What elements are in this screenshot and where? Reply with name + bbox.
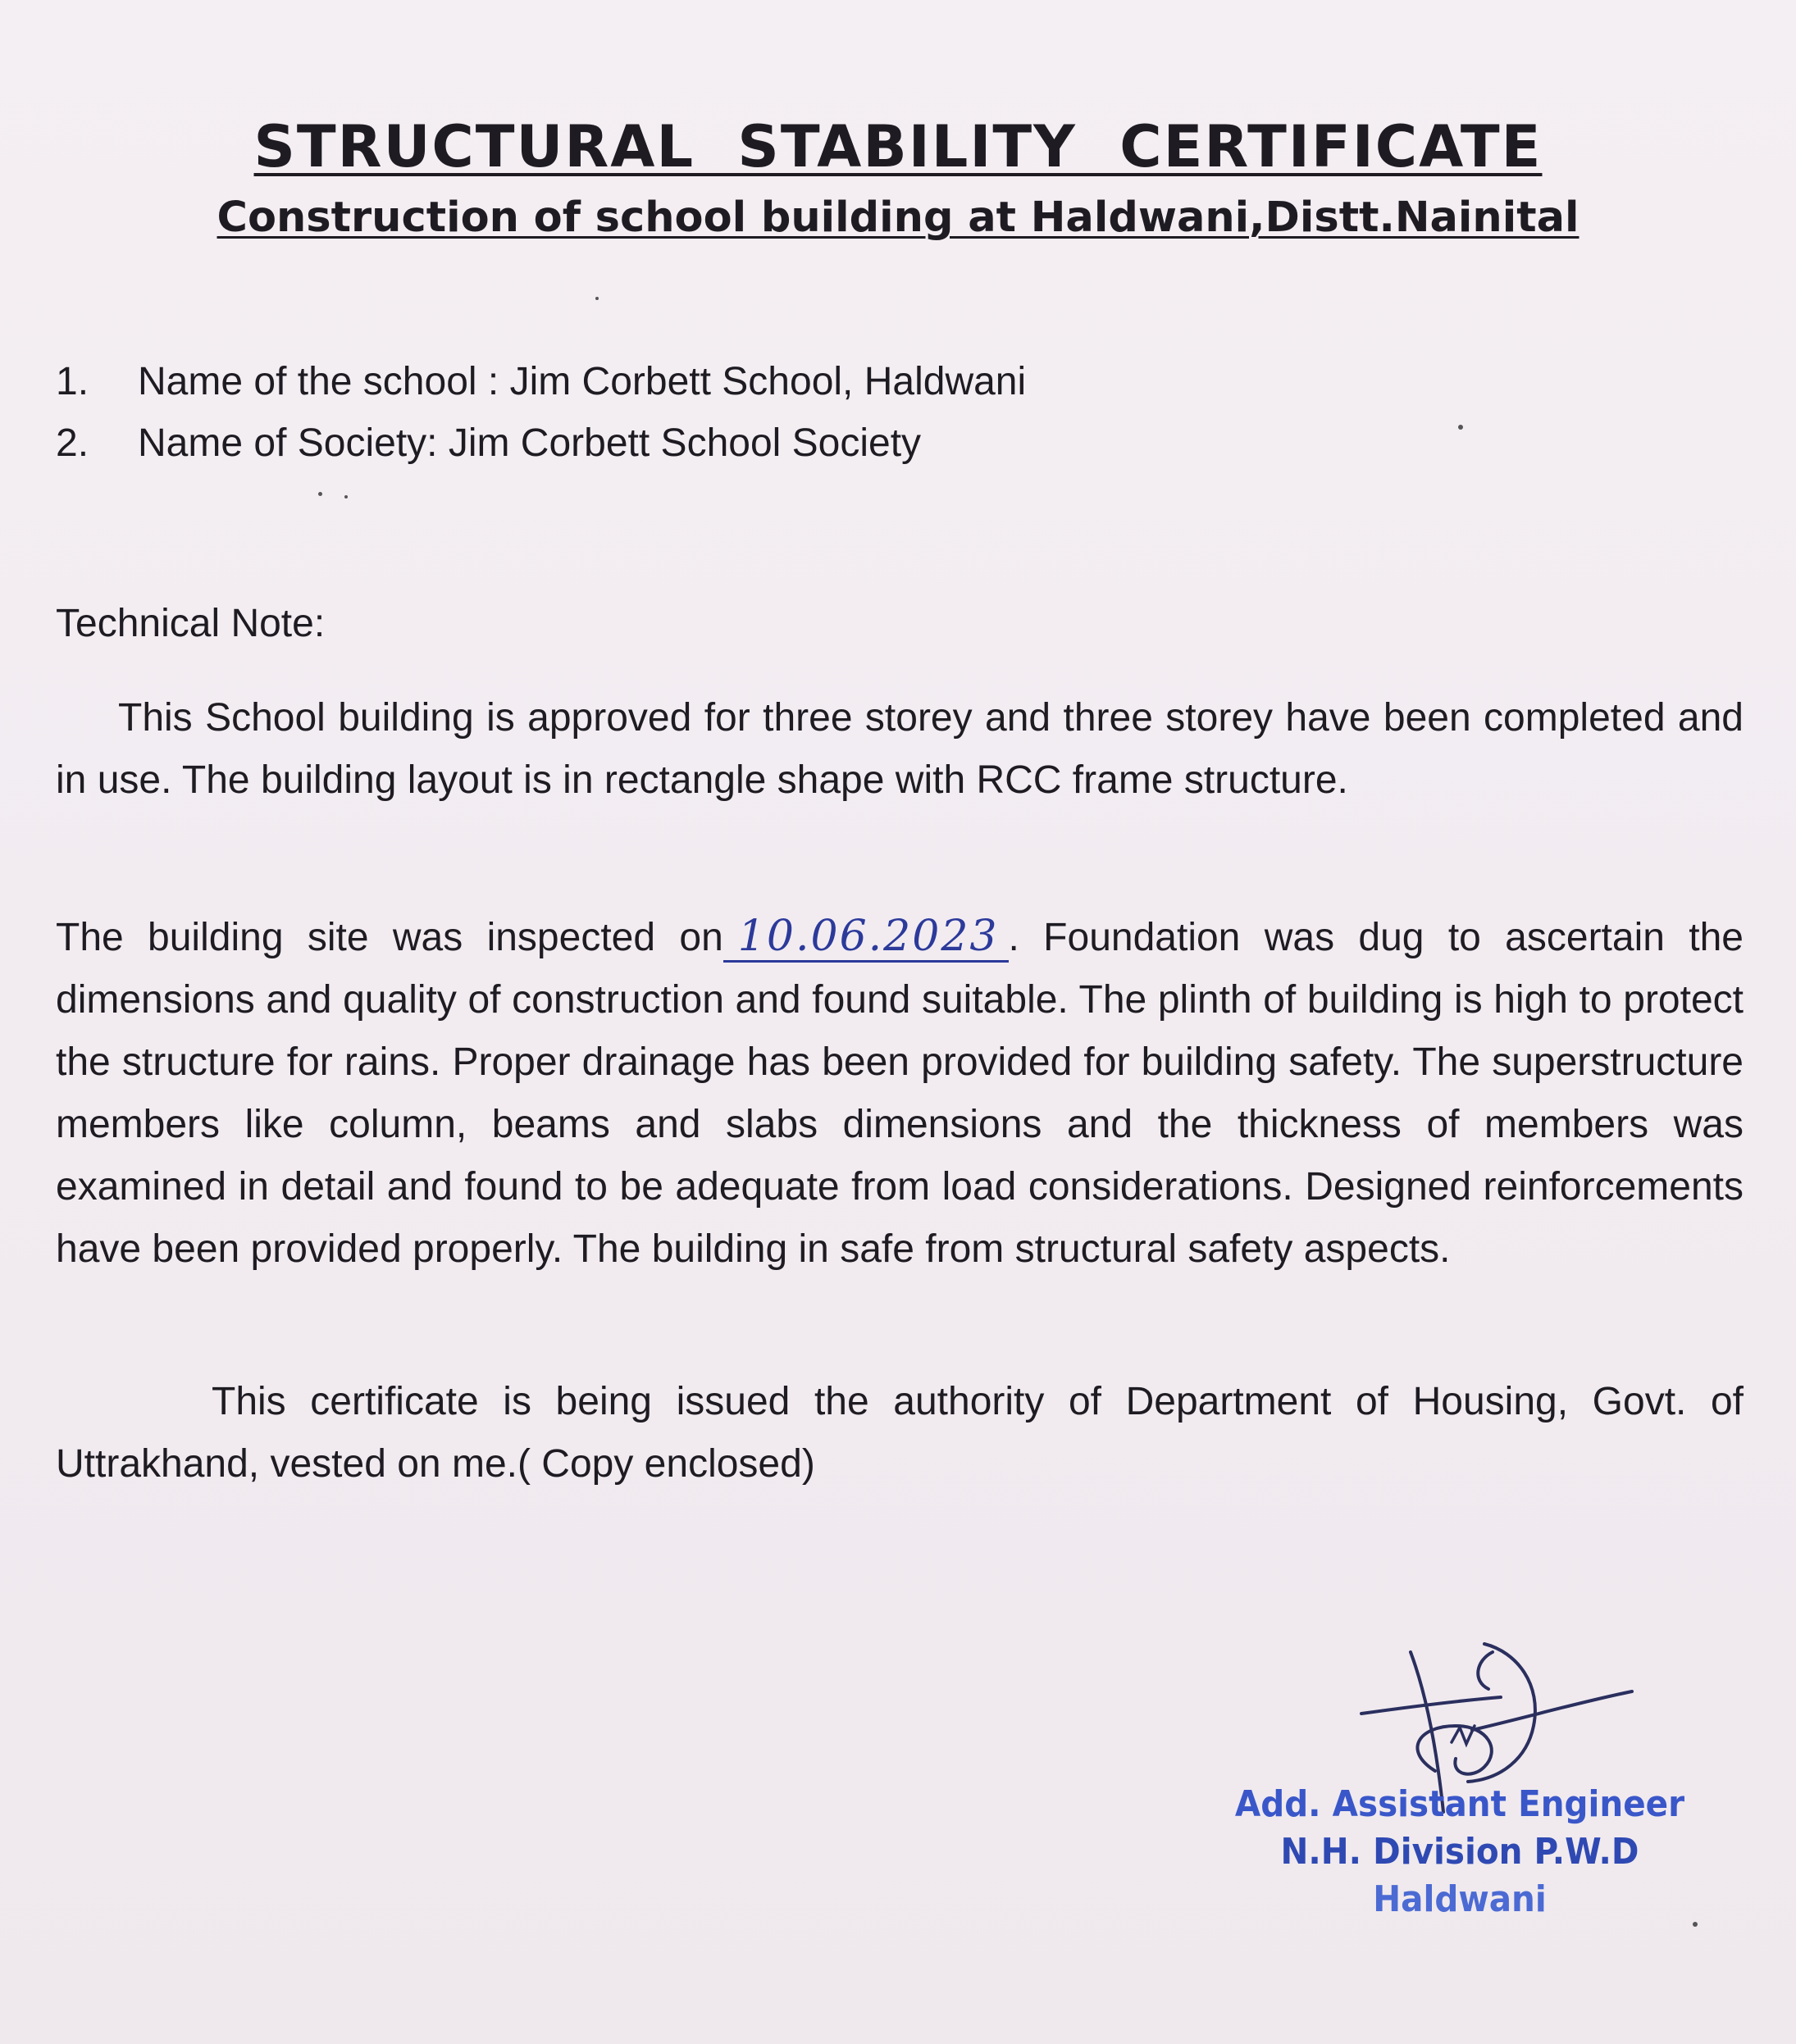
paragraph-authority: This certificate is being issued the authority of Department of Housing, Govt. of Uttrakhand, vested on me.( Copy enclosed): [56, 1380, 1744, 1486]
paragraph-approval: This School building is approved for three storey and three storey have been completed and in use. The building layout is in rectangle shape with RCC frame structure.: [56, 696, 1744, 802]
paragraph-inspection: [56, 907, 1744, 1281]
paper-speck: [1693, 1922, 1698, 1927]
paper-speck: [344, 495, 348, 498]
certificate-title: STRUCTURAL STABILITY CERTIFICATE: [253, 113, 1543, 180]
list-item-number: 2.: [56, 421, 89, 465]
handwritten-inspection-date: 10.06.2023: [723, 913, 1009, 963]
paper-speck: [1458, 425, 1463, 430]
paper-speck: [318, 492, 322, 496]
officer-stamp: [1219, 1781, 1702, 1923]
school-details-list: [56, 351, 1450, 474]
list-item-number: 1.: [56, 360, 89, 403]
technical-note-heading: Technical Note:: [56, 602, 326, 645]
society-name-text: Name of Society: Jim Corbett School Society: [138, 421, 922, 465]
stamp-division: N.H. Division P.W.D: [1280, 1831, 1639, 1873]
inspection-text-after: . Foundation was dug to ascertain the dimensions and quality of construction and found suitable. The plinth of building is high to protect the structure for rains. Proper drainage has been provided for building safety. The superstructure members like column, beams and slabs dimensions and the thickness of members was examined in detail and found to be adequate from load considerations. Designed reinforcements have been provided properly. The building in safe from structural safety aspects.: [56, 916, 1744, 1271]
stamp-location: Haldwani: [1373, 1878, 1547, 1920]
paper-speck: [595, 297, 599, 300]
list-item: [56, 412, 1450, 474]
inspection-text-before: The building site was inspected on: [56, 916, 723, 959]
list-item: [56, 351, 1450, 412]
school-name-text: Name of the school : Jim Corbett School, Haldwani: [138, 360, 1027, 403]
stamp-designation: Add. Assistant Engineer: [1234, 1783, 1685, 1825]
certificate-subtitle: Construction of school building at Haldwani,Distt.Nainital: [217, 193, 1579, 242]
